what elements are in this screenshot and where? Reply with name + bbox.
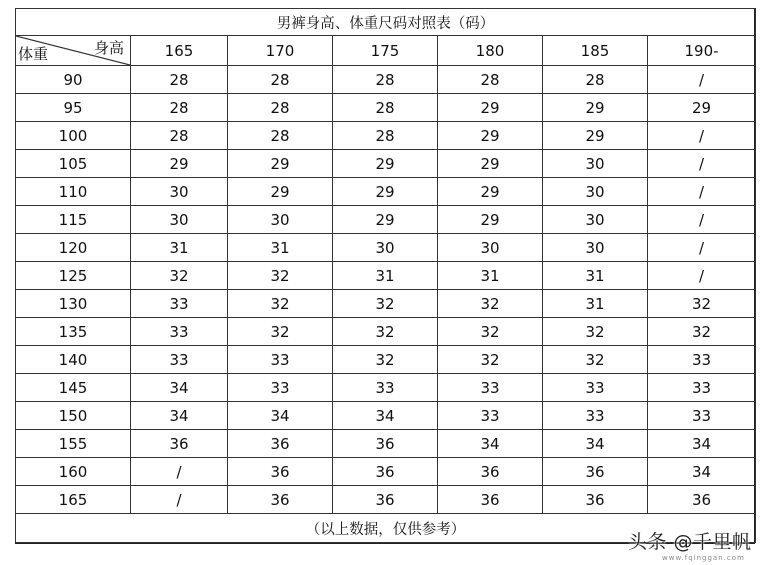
size-cell: 28: [228, 122, 333, 150]
weight-cell: 145: [16, 374, 131, 402]
table-note: （以上数据，仅供参考）: [16, 514, 756, 543]
size-cell: 29: [333, 150, 438, 178]
size-cell: 32: [228, 262, 333, 290]
table-row: [16, 178, 756, 206]
weight-axis-label: 体重: [18, 45, 49, 63]
size-cell: /: [131, 486, 228, 514]
size-cell: 31: [228, 234, 333, 262]
size-cell: 29: [438, 150, 543, 178]
table-row: [16, 430, 756, 458]
size-cell: 36: [438, 458, 543, 486]
size-cell: 31: [543, 290, 648, 318]
size-cell: 28: [333, 94, 438, 122]
watermark-url: www.fqinggan.com: [662, 554, 745, 562]
size-cell: 33: [543, 374, 648, 402]
size-cell: 32: [543, 318, 648, 346]
size-cell: 30: [333, 234, 438, 262]
size-cell: 34: [228, 402, 333, 430]
size-cell: 32: [648, 290, 756, 318]
size-cell: 33: [228, 346, 333, 374]
weight-cell: 160: [16, 458, 131, 486]
weight-cell: 140: [16, 346, 131, 374]
size-cell: 28: [438, 66, 543, 94]
weight-cell: 120: [16, 234, 131, 262]
size-cell: 36: [131, 430, 228, 458]
weight-cell: 135: [16, 318, 131, 346]
size-cell: 29: [228, 150, 333, 178]
table-row: [16, 234, 756, 262]
weight-cell: 115: [16, 206, 131, 234]
size-cell: /: [648, 150, 756, 178]
size-cell: 36: [543, 458, 648, 486]
height-header-cell: 170: [228, 36, 333, 66]
size-cell: 32: [543, 346, 648, 374]
table-row: [16, 94, 756, 122]
size-cell: 29: [131, 150, 228, 178]
size-cell: 28: [228, 94, 333, 122]
size-cell: 33: [131, 346, 228, 374]
size-cell: 29: [438, 178, 543, 206]
weight-cell: 150: [16, 402, 131, 430]
size-cell: 33: [438, 402, 543, 430]
size-cell: 29: [228, 178, 333, 206]
size-cell: 34: [131, 402, 228, 430]
table-row: [16, 346, 756, 374]
size-cell: 32: [333, 346, 438, 374]
size-cell: 34: [648, 430, 756, 458]
size-cell: 30: [543, 178, 648, 206]
size-cell: 32: [333, 318, 438, 346]
size-cell: 33: [333, 374, 438, 402]
table-row: [16, 458, 756, 486]
size-cell: 34: [333, 402, 438, 430]
size-cell: 28: [131, 94, 228, 122]
size-cell: 34: [648, 458, 756, 486]
size-cell: 28: [333, 66, 438, 94]
table-title: 男裤身高、体重尺码对照表（码）: [16, 9, 756, 36]
size-cell: 32: [333, 290, 438, 318]
size-cell: 28: [131, 122, 228, 150]
size-cell: 32: [438, 346, 543, 374]
size-cell: 32: [228, 290, 333, 318]
size-cell: 33: [131, 290, 228, 318]
table-row: [16, 122, 756, 150]
size-cell: 28: [543, 66, 648, 94]
weight-cell: 130: [16, 290, 131, 318]
size-cell: /: [648, 234, 756, 262]
height-header-cell: 180: [438, 36, 543, 66]
size-cell: 36: [333, 458, 438, 486]
watermark: 头条 @千里帆: [628, 531, 752, 553]
weight-cell: 105: [16, 150, 131, 178]
size-cell: 36: [648, 486, 756, 514]
weight-cell: 95: [16, 94, 131, 122]
size-cell: 36: [543, 486, 648, 514]
height-header-cell: 190-: [648, 36, 756, 66]
size-cell: /: [648, 178, 756, 206]
size-cell: 36: [333, 486, 438, 514]
size-cell: 28: [228, 66, 333, 94]
size-cell: 31: [333, 262, 438, 290]
size-cell: 33: [228, 374, 333, 402]
size-cell: 31: [438, 262, 543, 290]
size-cell: 30: [543, 150, 648, 178]
size-cell: 33: [543, 402, 648, 430]
table-row: [16, 486, 756, 514]
height-header-cell: 165: [131, 36, 228, 66]
size-cell: /: [648, 262, 756, 290]
size-cell: 34: [543, 430, 648, 458]
weight-cell: 110: [16, 178, 131, 206]
height-header-cell: 185: [543, 36, 648, 66]
size-cell: /: [648, 122, 756, 150]
weight-cell: 155: [16, 430, 131, 458]
size-cell: 29: [438, 122, 543, 150]
table-row: [16, 374, 756, 402]
size-cell: 33: [131, 318, 228, 346]
title-row: [16, 9, 756, 36]
height-header-cell: 175: [333, 36, 438, 66]
size-cell: 30: [228, 206, 333, 234]
size-cell: 36: [333, 430, 438, 458]
table-row: [16, 290, 756, 318]
size-cell: /: [648, 66, 756, 94]
size-cell: 33: [648, 402, 756, 430]
size-cell: 28: [333, 122, 438, 150]
size-cell: 30: [438, 234, 543, 262]
size-cell: 29: [333, 178, 438, 206]
size-cell: 29: [543, 122, 648, 150]
weight-cell: 165: [16, 486, 131, 514]
size-cell: /: [131, 458, 228, 486]
header-row: [16, 36, 756, 66]
weight-cell: 125: [16, 262, 131, 290]
size-cell: 29: [333, 206, 438, 234]
size-cell: 30: [543, 206, 648, 234]
size-cell: 34: [131, 374, 228, 402]
size-cell: 29: [438, 94, 543, 122]
size-cell: 32: [131, 262, 228, 290]
height-axis-label: 身高: [93, 39, 124, 57]
size-cell: 31: [543, 262, 648, 290]
size-chart-table: [15, 8, 756, 543]
size-cell: 32: [648, 318, 756, 346]
size-cell: 33: [648, 374, 756, 402]
weight-cell: 100: [16, 122, 131, 150]
size-cell: 29: [438, 206, 543, 234]
size-cell: 30: [131, 178, 228, 206]
table-row: [16, 318, 756, 346]
size-cell: 31: [131, 234, 228, 262]
size-cell: 33: [438, 374, 543, 402]
size-cell: 36: [228, 430, 333, 458]
size-cell: 36: [228, 486, 333, 514]
size-cell: 32: [228, 318, 333, 346]
size-cell: 29: [543, 94, 648, 122]
size-cell: 30: [543, 234, 648, 262]
corner-header-cell: [16, 36, 131, 66]
size-cell: 36: [228, 458, 333, 486]
size-cell: 30: [131, 206, 228, 234]
weight-cell: 90: [16, 66, 131, 94]
table-row: [16, 206, 756, 234]
size-cell: 36: [438, 486, 543, 514]
size-cell: 32: [438, 290, 543, 318]
table-row: [16, 66, 756, 94]
size-cell: /: [648, 206, 756, 234]
size-cell: 34: [438, 430, 543, 458]
table-row: [16, 402, 756, 430]
size-cell: 29: [648, 94, 756, 122]
size-cell: 28: [131, 66, 228, 94]
table-row: [16, 262, 756, 290]
table-row: [16, 150, 756, 178]
size-cell: 33: [648, 346, 756, 374]
size-cell: 32: [438, 318, 543, 346]
